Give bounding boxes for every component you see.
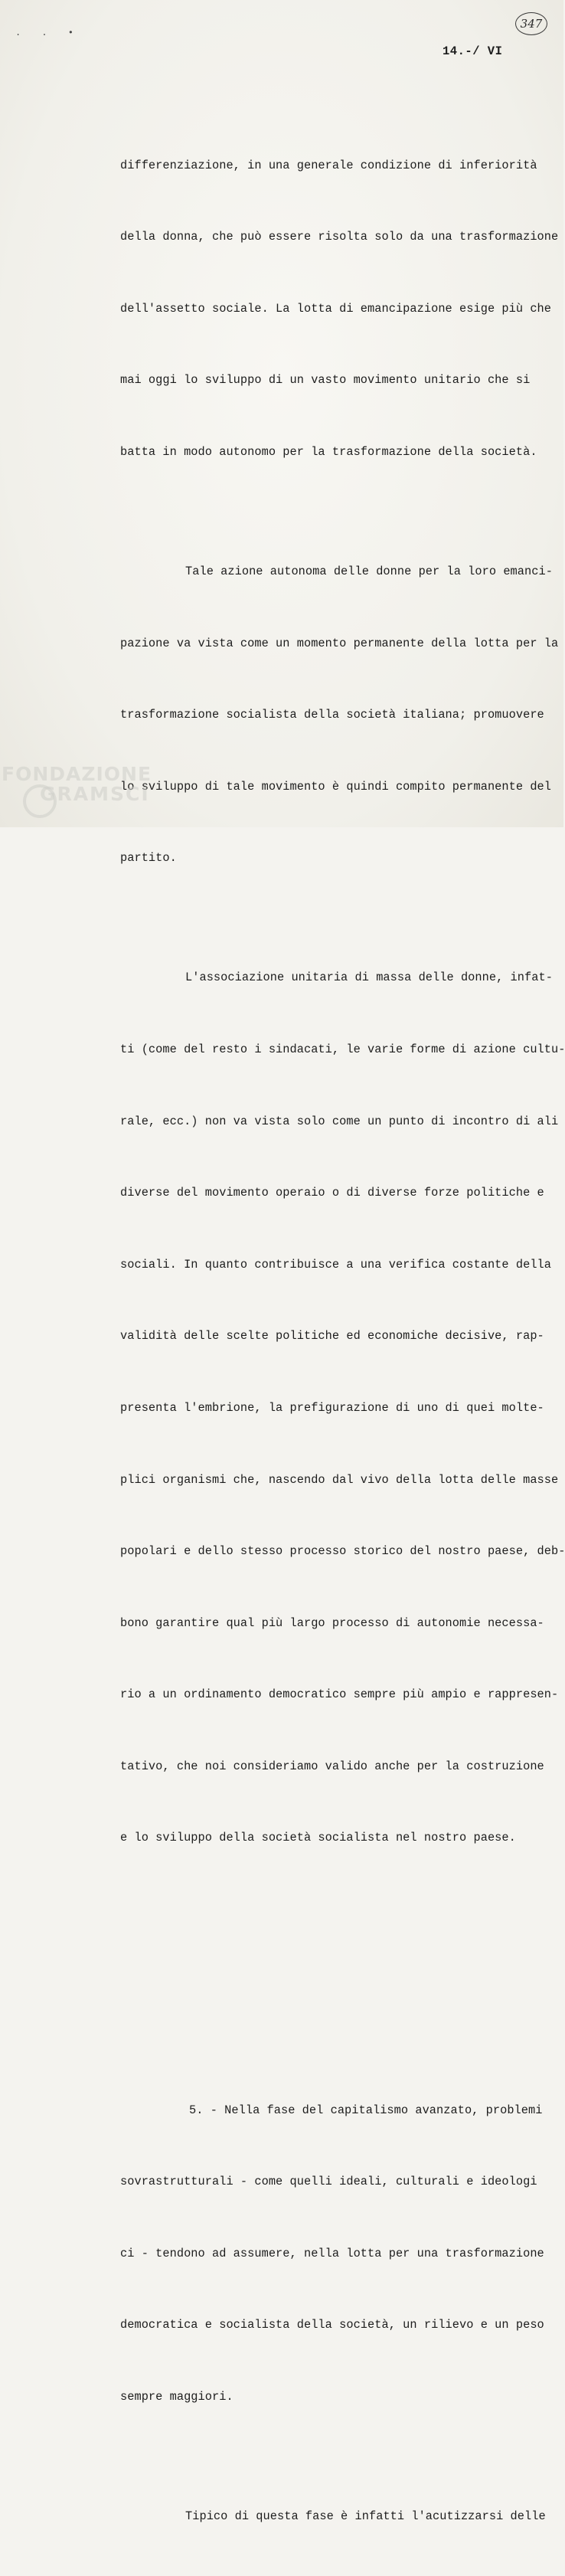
text-line: batta in modo autonomo per la trasformazione della società. — [120, 444, 537, 459]
text-line: della donna, che può essere risolta solo da una trasformazione — [120, 230, 559, 244]
page-number: 14.-/ VI — [443, 44, 503, 58]
text-line: mai oggi lo sviluppo di un vasto movimento unitario che si — [120, 373, 531, 388]
text-line: Tale azione autonoma delle donne per la loro emanci- — [185, 564, 553, 578]
text-line: partito. — [120, 851, 177, 866]
text-line: sociali. In quanto contribuisce a una verifica costante della — [120, 1257, 552, 1272]
text-line: ci - tendono ad assumere, nella lotta per una trasformazione — [120, 2246, 544, 2260]
text-line: tativo, che noi consideriamo valido anche per la costruzione — [120, 1759, 544, 1773]
watermark-ring-icon — [23, 784, 57, 818]
section-gap — [120, 1922, 549, 1946]
text-line: e lo sviluppo della società socialista nel nostro paese. — [120, 1831, 516, 1845]
text-line: sempre maggiori. — [120, 2389, 234, 2404]
text-line: trasformazione socialista della società italiana; promuovere — [120, 708, 544, 722]
text-line: dell'assetto sociale. La lotta di emancipazione esige più che — [120, 301, 552, 316]
watermark-line-2: GRAMSCI — [40, 783, 150, 805]
text-line: sovrastrutturali - come quelli ideali, culturali e ideologi — [120, 2175, 537, 2189]
text-line: popolari e dello stesso processo storico del nostro paese, deb- — [120, 1544, 565, 1559]
archive-stamp: 347 — [515, 12, 547, 35]
text-line: presenta l'embrione, la prefigurazione di uno di quei molte- — [120, 1400, 544, 1415]
text-line: L'associazione unitaria di massa delle donne, infat- — [185, 971, 553, 985]
text-line: rio a un ordinamento democratico sempre più ampio e rappresen- — [120, 1687, 559, 1702]
text-line: democratica e socialista della società, un rilievo e un peso — [120, 2318, 544, 2332]
foundation-watermark — [2, 764, 152, 804]
text-line: differenziazione, in una generale condizione di inferiorità — [120, 158, 537, 172]
text-line: 5. - Nella fase del capitalismo avanzato, problemi — [189, 2103, 543, 2117]
text-line: pazione va vista come un momento permanente della lotta per la — [120, 636, 559, 650]
text-line: validità delle scelte politiche ed economiche decisive, rap- — [120, 1329, 544, 1344]
text-line: rale, ecc.) non va vista solo come un punto di incontro di ali — [120, 1114, 559, 1128]
watermark-line-1: FONDAZIONE — [2, 763, 152, 785]
typewritten-body — [120, 82, 565, 2576]
text-line: Tipico di questa fase è infatti l'acutizzarsi delle — [185, 2509, 546, 2523]
text-line: diverse del movimento operaio o di diverse forze politiche e — [120, 1186, 544, 1200]
text-line: ti (come del resto i sindacati, le varie forme di azione cultu- — [120, 1042, 565, 1056]
section-gap — [120, 1994, 549, 2003]
text-line: bono garantire qual più largo processo di autonomie necessa- — [120, 1615, 544, 1630]
text-line: plici organismi che, nascendo dal vivo della lotta delle masse — [120, 1472, 559, 1487]
text-line: lo sviluppo di tale movimento è quindi compito permanente del — [120, 779, 552, 794]
margin-marks: . . • — [15, 28, 82, 38]
